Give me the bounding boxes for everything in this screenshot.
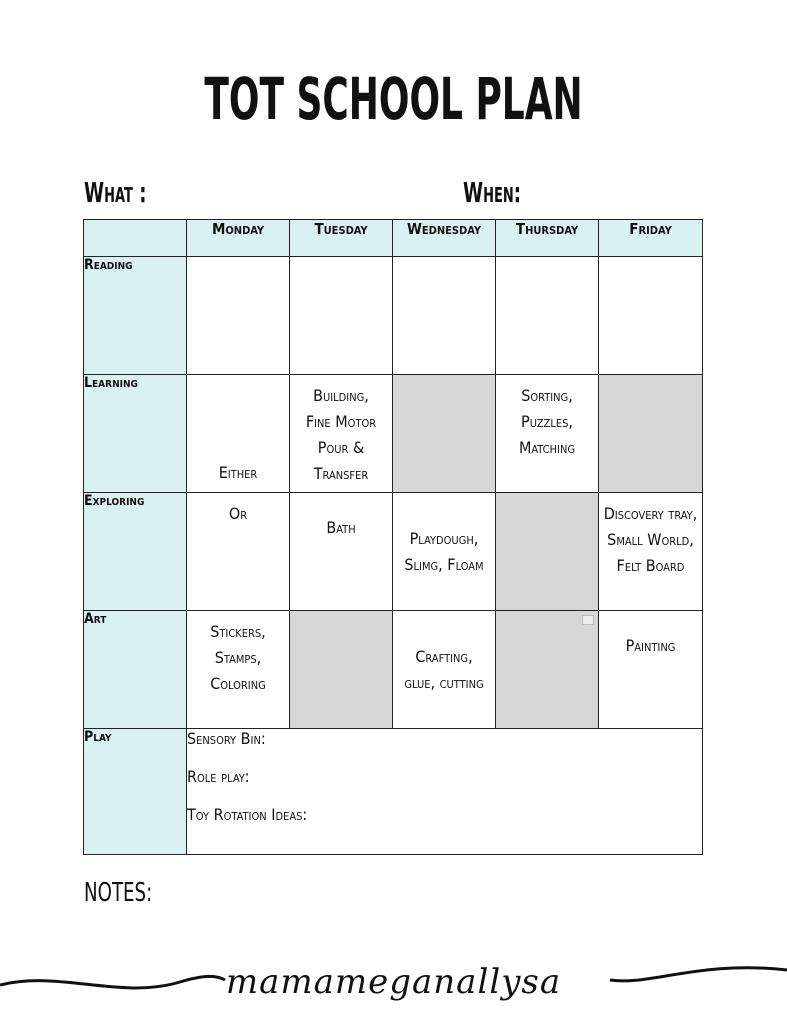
corner-cell <box>84 220 187 257</box>
cell-reading-monday[interactable] <box>187 257 290 375</box>
play-line-sensory-bin: Sensory Bin: <box>187 729 266 748</box>
play-notes-cell[interactable] <box>187 729 703 855</box>
table-row-art <box>84 611 703 729</box>
row-label-play: Play <box>84 729 187 855</box>
day-header-tuesday: Tuesday <box>290 220 393 257</box>
cell-art-wednesday[interactable] <box>393 611 496 729</box>
cell-reading-tuesday[interactable] <box>290 257 393 375</box>
row-label-exploring: Exploring <box>84 493 187 611</box>
cell-text: Coloring <box>210 674 266 693</box>
row-label-art: Art <box>84 611 187 729</box>
cell-learning-thursday[interactable] <box>496 375 599 493</box>
page-title: TOT SCHOOL PLAN <box>204 65 583 133</box>
cell-art-thursday[interactable] <box>496 611 599 729</box>
cell-text: Small World, <box>607 530 694 549</box>
cell-reading-friday[interactable] <box>599 257 703 375</box>
cell-learning-friday[interactable] <box>599 375 703 493</box>
row-label-learning: Learning <box>84 375 187 493</box>
table-row-learning <box>84 375 703 493</box>
cell-text: Stickers, <box>210 622 266 641</box>
play-line-role-play: Role play: <box>187 767 250 786</box>
cell-exploring-tuesday[interactable] <box>290 493 393 611</box>
cell-text: Slimg, Floam <box>404 554 484 574</box>
weekly-plan-table <box>83 219 703 855</box>
cell-art-tuesday[interactable] <box>290 611 393 729</box>
cell-exploring-wednesday[interactable] <box>393 493 496 611</box>
cell-text: Fine Motor <box>305 412 377 431</box>
cell-text: Crafting, <box>415 646 473 666</box>
day-header-wednesday: Wednesday <box>393 220 496 257</box>
cell-art-monday[interactable] <box>187 611 290 729</box>
cell-text: Felt Board <box>616 556 685 575</box>
header-row <box>84 220 703 257</box>
cell-art-friday[interactable] <box>599 611 703 729</box>
cell-reading-thursday[interactable] <box>496 257 599 375</box>
cell-text: Discovery tray, <box>603 504 698 523</box>
cell-text: glue, cutting <box>404 672 484 692</box>
cell-text: Playdough, <box>409 528 479 548</box>
cell-text: Matching <box>518 438 576 457</box>
cell-text: Pour & <box>317 438 365 457</box>
notes-label: NOTES: <box>84 878 153 908</box>
row-label-reading: Reading <box>84 257 187 375</box>
brand-signature: mamameganallysa <box>225 962 562 1002</box>
cell-learning-monday[interactable] <box>187 375 290 493</box>
cell-exploring-monday[interactable] <box>187 493 290 611</box>
play-line-toy-rotation: Toy Rotation Ideas: <box>187 805 308 824</box>
cell-learning-tuesday[interactable] <box>290 375 393 493</box>
cell-text: Bath <box>326 518 356 537</box>
day-header-thursday: Thursday <box>496 220 599 257</box>
cell-text: Painting <box>625 636 676 655</box>
cell-text: Puzzles, <box>521 412 573 431</box>
cell-learning-wednesday[interactable] <box>393 375 496 493</box>
when-label: When: <box>463 176 522 209</box>
table-row-exploring <box>84 493 703 611</box>
cell-exploring-thursday[interactable] <box>496 493 599 611</box>
what-label: What : <box>84 176 147 209</box>
cell-exploring-friday[interactable] <box>599 493 703 611</box>
dropdown-arrow-icon[interactable] <box>582 615 594 625</box>
cell-text: Stamps, <box>214 648 262 667</box>
cell-text: Either <box>218 463 258 482</box>
cell-text: Building, <box>313 386 369 405</box>
cell-text: Sorting, <box>521 386 573 405</box>
table-row-reading <box>84 257 703 375</box>
cell-reading-wednesday[interactable] <box>393 257 496 375</box>
day-header-monday: Monday <box>187 220 290 257</box>
day-header-friday: Friday <box>599 220 703 257</box>
cell-text: Transfer <box>313 464 369 483</box>
table-row-play <box>84 729 703 855</box>
cell-text: Or <box>228 504 248 523</box>
